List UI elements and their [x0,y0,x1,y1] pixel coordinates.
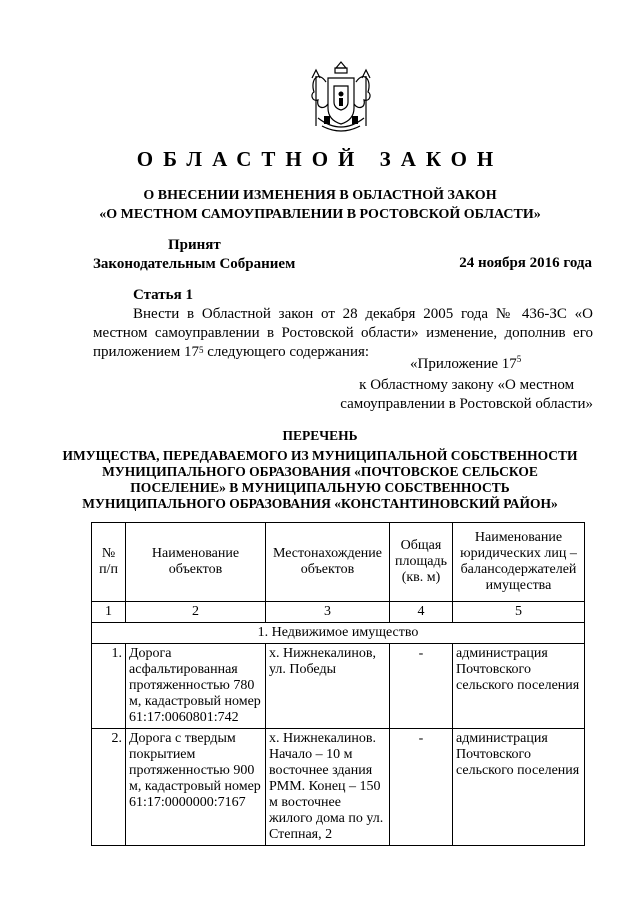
adopted-label: Принят [168,237,221,253]
col-number: 3 [266,602,390,623]
row-number: 2. [92,729,126,846]
list-sub-line-3: ПОСЕЛЕНИЕ» В МУНИЦИПАЛЬНУЮ СОБСТВЕННОСТЬ [130,480,510,495]
header-location: Местонахождение объектов [266,523,390,602]
col-number: 5 [453,602,585,623]
row-location: х. Нижнекалинов. Начало – 10 м восточнее здания РММ. Конец – 150 м восточнее жилого дома по ул. Степная, 2 [266,729,390,846]
appendix-heading [410,356,521,373]
list-sub-line-4: МУНИЦИПАЛЬНОГО ОБРАЗОВАНИЯ «КОНСТАНТИНОВСКИЙ РАЙОН» [82,496,558,511]
row-number: 1. [92,644,126,729]
adoption-date: 24 ноября 2016 года [459,255,592,271]
article-heading: Статья 1 [133,287,193,303]
col-number: 1 [92,602,126,623]
document-subtitle [0,186,640,224]
adopted-block [93,236,295,274]
row-name: Дорога асфальтированная протяженностью 780 м, кадастровый номер 61:17:0060801:742 [126,644,266,729]
col-number: 2 [126,602,266,623]
header-number: № п/п [92,523,126,602]
appendix-sub-line-2: самоуправлении в Ростовской области» [340,396,593,412]
section-title: 1. Недвижимое имущество [92,623,585,644]
list-title: ПЕРЕЧЕНЬ [282,428,358,443]
article-text-part1: Внести в Областной закон от 28 декабря 2005 года № 436-ЗС «О местном самоуправлении в Ростовской области» изменение, дополнив его приложением 17 [93,306,593,360]
list-sub-line-1: ИМУЩЕСТВА, ПЕРЕДАВАЕМОГО ИЗ МУНИЦИПАЛЬНОЙ СОБСТВЕННОСТИ [62,448,578,463]
section-row [92,623,585,644]
property-table [91,522,585,846]
header-holder: Наименование юридических лиц – балансодержателей имущества [453,523,585,602]
article-text-part2: следующего содержания: [203,344,370,360]
list-sub-line-2: МУНИЦИПАЛЬНОГО ОБРАЗОВАНИЯ «ПОЧТОВСКОЕ СЕЛЬСКОЕ [102,464,538,479]
table-row [92,644,585,729]
document-title: ОБЛАСТНОЙ ЗАКОН [136,147,504,171]
header-name: Наименование объектов [126,523,266,602]
row-name: Дорога с твердым покрытием протяженностью 900 м, кадастровый номер 61:17:0000000:7167 [126,729,266,846]
header-area: Общая площадь (кв. м) [390,523,453,602]
subtitle-line-2: «О МЕСТНОМ САМОУПРАВЛЕНИИ В РОСТОВСКОЙ ОБЛАСТИ» [99,207,541,222]
row-area: - [390,644,453,729]
row-area: - [390,729,453,846]
appendix-subheading [340,376,593,414]
row-location: х. Нижнекалинов, ул. Победы [266,644,390,729]
column-number-row [92,602,585,623]
row-holder: администрация Почтовского сельского поселения [453,644,585,729]
list-subtitle [0,448,640,512]
row-holder: администрация Почтовского сельского поселения [453,729,585,846]
appendix-heading-text: «Приложение 17 [410,356,517,372]
appendix-heading-sup: 5 [516,354,522,364]
table-header-row [92,523,585,602]
subtitle-line-1: О ВНЕСЕНИИ ИЗМЕНЕНИЯ В ОБЛАСТНОЙ ЗАКОН [143,188,497,203]
adopted-body: Законодательным Собранием [93,256,296,272]
appendix-sub-line-1: к Областному закону «О местном [359,377,575,393]
article-text-sup: 5 [198,345,204,355]
table-row [92,729,585,846]
col-number: 4 [390,602,453,623]
coat-of-arms-icon [304,58,378,140]
